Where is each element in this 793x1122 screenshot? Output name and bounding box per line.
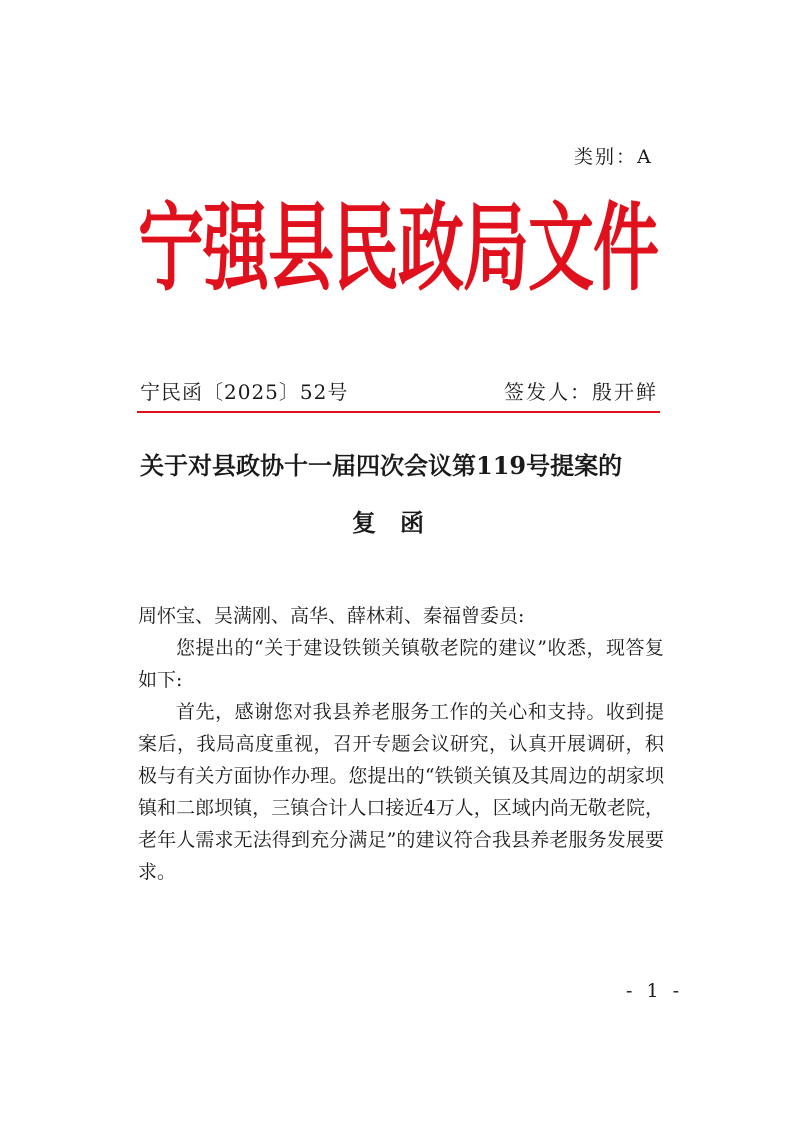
salutation: 周怀宝、吴满刚、高华、薛林莉、秦福曾委员: [138,605,525,627]
document-title-line-1: 关于对县政协十一届四次会议第119号提案的 [140,451,623,480]
masthead-title: 宁强县民政局文件 [138,192,658,305]
red-divider-line [137,411,660,413]
document-number: 宁民函〔2025〕52号 [140,380,349,404]
document-title-line-2: 复函 [352,508,448,537]
document-signer: 签发人：殷开鲜 [504,380,658,404]
body-paragraph: 您提出的“关于建设铁锁关镇敬老院的建议”收悉，现答复如下: [138,637,664,691]
document-body [138,600,664,888]
document-category: 类别：A [574,146,653,168]
body-paragraph: 首先，感谢您对我县养老服务工作的关心和支持。收到提案后，我局高度重视，召开专题会议研究，认真开展调研，积极与有关方面协作办理。您提出的“铁锁关镇及其周边的胡家坝镇和二郎坝镇，三镇合计人口接近4万人，区域内尚无敬老院，老年人需求无法得到充分满足”的建议符合我县养老服务发展要求。 [138,701,664,883]
page-number: - 1 - [626,980,684,1002]
